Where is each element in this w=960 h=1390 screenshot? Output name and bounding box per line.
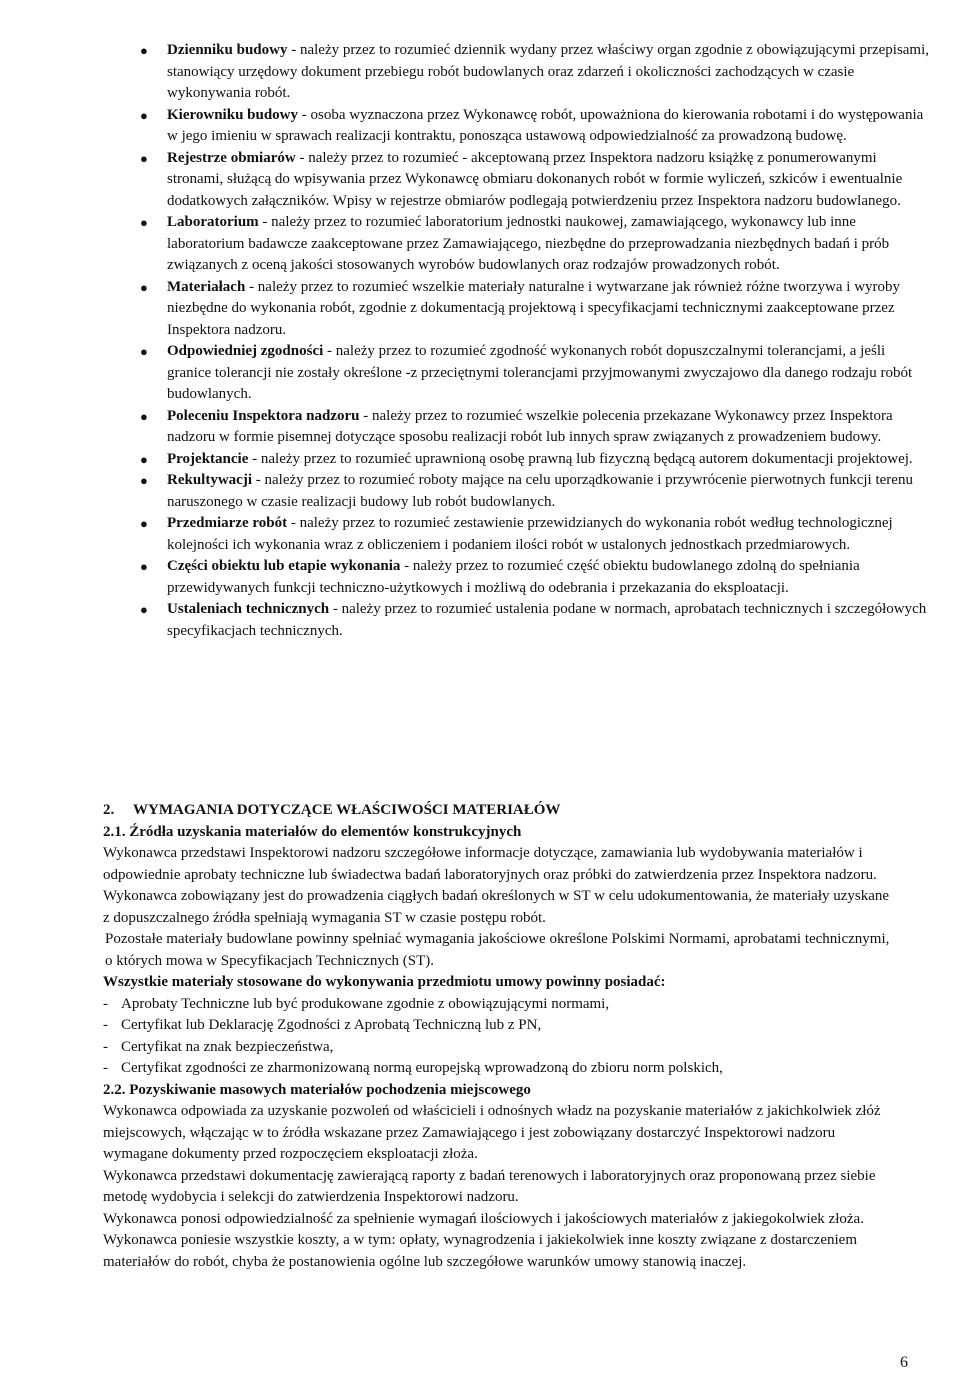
definition-text: - należy przez to rozumieć część obiektu budowlanego zdolną do spełniania przewidywanych funkcji techniczno-użytkowych i możliwą do odebrania i przekazania do eksploatacji. xyxy=(167,558,860,596)
definition-item xyxy=(140,599,930,642)
definition-term: Materiałach xyxy=(167,278,246,295)
definition-text: - należy przez to rozumieć zestawienie przewidzianych do wykonania robót według technologicznej kolejności ich wykonania wraz z obliczeniem i podaniem ilości robót w ustalonych jednostkach przedmiarowych. xyxy=(167,515,893,553)
definition-term: Projektancie xyxy=(167,450,249,467)
bullet-icon: ● xyxy=(140,279,148,295)
paragraph: Wykonawca przedstawi dokumentację zawierającą raporty z badań terenowych i laboratoryjnych oraz proponowaną przez siebie metodę wydobycia i selekcji do zatwierdzenia Inspektorowi nadzoru. xyxy=(103,1167,876,1205)
paragraph: Wykonawca przedstawi Inspektorowi nadzoru szczegółowe informacje dotyczące, zamawiania lub wydobywania materiałów i odpowiednie aprobaty techniczne lub świadectwa badań laboratoryjnych oraz próbki do zatwierdzenia przez Inspektora nadzoru. Wykonawca zobowiązany jest do prowadzenia ciągłych badań określonych w ST w celu udokumentowania, że materiały uzyskane z dopuszczalnego źródła spełniają wymagania ST w czasie postępu robót. xyxy=(103,845,890,926)
section-heading xyxy=(103,800,893,822)
definition-text: - należy przez to rozumieć dziennik wydany przez właściwy organ zgodnie z obowiązującymi przepisami, stanowiący urzędowy dokument przebiegu robót budowlanych oraz zdarzeń i okoliczności zachodzących w czasie wykonywania robót. xyxy=(167,42,930,101)
definition-text: - należy przez to rozumieć zgodność wykonanych robót dopuszczalnymi tolerancjami, a jeśli granice tolerancji nie zostały określone -z przeciętnymi tolerancjami przyjmowanymi zwyczajowo dla danego rodzaju robót budowlanych. xyxy=(167,343,913,402)
definition-term: Części obiektu lub etapie wykonania xyxy=(167,558,401,574)
definition-item xyxy=(140,513,930,556)
definition-text: - osoba wyznaczona przez Wykonawcę robót, upoważniona do kierowania robotami i do występowania w jego imieniu w sprawach realizacji kontraktu, ponosząca ustawową odpowiedzialność za prowadzoną budowę. xyxy=(167,106,924,144)
bullet-icon: ● xyxy=(140,150,148,166)
list-item-text: Certyfikat na znak bezpieczeństwa, xyxy=(121,1038,334,1055)
page-number: 6 xyxy=(900,1354,908,1371)
definition-term: Poleceniu Inspektora nadzoru xyxy=(167,407,360,424)
paragraph: Pozostałe materiały budowlane powinny spełniać wymagania jakościowe określone Polskimi Normami, aprobatami technicznymi, o których mowa w Specyfikacjach Technicznych (ST). xyxy=(105,931,890,969)
definition-term: Przedmiarze robót xyxy=(167,515,288,531)
definition-text: - należy przez to rozumieć wszelkie materiały naturalne i wytwarzane jak również różne tworzywa i wyroby niezbędne do wykonania robót, zgodnie z dokumentacją projektową i specyfikacjami technicznymi zaakceptowane przez Inspektora nadzoru. xyxy=(167,278,901,338)
bullet-icon: ● xyxy=(140,516,148,531)
bullet-icon: ● xyxy=(140,602,148,617)
definition-term: Laboratorium xyxy=(167,214,259,230)
bullet-icon: ● xyxy=(140,559,148,574)
definition-item xyxy=(140,341,930,406)
definition-item xyxy=(140,277,930,342)
requirements-heading: Wszystkie materiały stosowane do wykonywania przedmiotu umowy powinny posiadać: xyxy=(103,974,666,990)
paragraph: Wykonawca poniesie wszystkie koszty, a w tym: opłaty, wynagrodzenia i jakiekolwiek inne koszty związane z dostarczeniem materiałów do robót, chyba że postanowienia ogólne lub szczegółowe warunków umowy stanowią inaczej. xyxy=(103,1232,857,1270)
paragraph: Wykonawca ponosi odpowiedzialność za spełnienie wymagań ilościowych i jakościowych materiałów z jakiegokolwiek złoża. xyxy=(103,1210,864,1227)
definition-term: Rekultywacji xyxy=(167,472,252,488)
section-number: 2. xyxy=(103,802,115,818)
list-item-text: Certyfikat zgodności ze zharmonizowaną normą europejską wprowadzoną do zbioru norm polskich, xyxy=(121,1060,723,1076)
definition-item xyxy=(140,470,930,513)
definition-text: - należy przez to rozumieć wszelkie polecenia przekazane Wykonawcy przez Inspektora nadzoru w formie pisemnej dotyczące sposobu realizacji robót lub innych spraw związanych z prowadzeniem budowy. xyxy=(167,407,893,445)
section-2 xyxy=(103,800,893,1273)
definition-term: Kierowniku budowy xyxy=(167,106,299,123)
definition-term: Dzienniku budowy xyxy=(167,42,288,58)
bullet-icon: ● xyxy=(140,344,148,359)
definition-item xyxy=(140,449,930,471)
definition-item xyxy=(140,556,930,599)
definition-term: Ustaleniach technicznych xyxy=(167,601,330,617)
dash-marker: - xyxy=(103,995,108,1012)
definition-term: Odpowiedniej zgodności xyxy=(167,343,324,359)
dash-marker: - xyxy=(103,1017,108,1033)
bullet-icon: ● xyxy=(140,473,148,488)
definition-item xyxy=(140,212,930,277)
definition-item xyxy=(140,40,930,105)
bullet-icon: ● xyxy=(140,43,148,58)
list-item-text: Aprobaty Techniczne lub być produkowane zgodnie z obowiązującymi normami, xyxy=(121,995,610,1012)
definition-text: - należy przez to rozumieć roboty mające na celu uporządkowanie i przywrócenie pierwotnych funkcji terenu naruszonego w czasie realizacji budowy lub robót budowlanych. xyxy=(167,472,913,510)
bullet-icon: ● xyxy=(140,215,148,230)
definition-text: - należy przez to rozumieć laboratorium jednostki naukowej, zamawiającego, wykonawcy lub inne laboratorium badawcze zaakceptowane przez Zamawiającego, niezbędne do przeprowadzania niezbędnych badań i prób związanych z oceną jakości stosowanych wyrobów budowlanych oraz rodzajów prowadzonych robót. xyxy=(167,214,890,273)
list-item-text: Certyfikat lub Deklarację Zgodności z Aprobatą Techniczną lub z PN, xyxy=(121,1017,542,1033)
dash-marker: - xyxy=(103,1038,108,1055)
dash-marker: - xyxy=(103,1060,108,1076)
bullet-icon: ● xyxy=(140,107,148,123)
list-item xyxy=(103,994,893,1016)
definitions-list xyxy=(140,40,930,642)
definition-item xyxy=(140,105,930,148)
paragraph: Wykonawca odpowiada za uzyskanie pozwoleń od właścicieli i odnośnych władz na pozyskanie materiałów z jakichkolwiek złóż miejscowych, włączając w to źródła wskazane przez Zamawiającego i jest zobowiązany dostarczyć Inspektorowi nadzoru wymagane dokumenty przed rozpoczęciem eksploatacji złoża. xyxy=(103,1103,881,1162)
bullet-icon: ● xyxy=(140,451,148,467)
definition-text: - należy przez to rozumieć - akceptowaną przez Inspektora nadzoru książkę z ponumerowanymi stronami, służącą do wpisywania przez Wykonawcę obmiaru dokonanych robót w formie wyliczeń, szkiców i ewentualnie dodatkowych załączników. Wpisy w rejestrze obmiarów podlegają potwierdzeniu przez Inspektora nadzoru budowlanego. xyxy=(167,149,903,209)
list-item xyxy=(103,1058,893,1080)
definition-text: - należy przez to rozumieć uprawnioną osobę prawną lub fizyczną będącą autorem dokumentacji projektowej. xyxy=(248,450,913,467)
subsection-heading-2-1: 2.1. Źródła uzyskania materiałów do elementów konstrukcyjnych xyxy=(103,823,522,840)
subsection-heading-2-2: 2.2. Pozyskiwanie masowych materiałów pochodzenia miejscowego xyxy=(103,1081,531,1098)
definition-term: Rejestrze obmiarów xyxy=(167,149,296,166)
definition-item xyxy=(140,148,930,213)
list-item xyxy=(103,1015,893,1037)
section-title: WYMAGANIA DOTYCZĄCE WŁAŚCIWOŚCI MATERIAŁÓW xyxy=(133,802,561,818)
definition-item xyxy=(140,406,930,449)
bullet-icon: ● xyxy=(140,408,148,424)
list-item xyxy=(103,1037,893,1059)
definition-text: - należy przez to rozumieć ustalenia podane w normach, aprobatach technicznych i szczegółowych specyfikacjach technicznych. xyxy=(167,601,927,639)
